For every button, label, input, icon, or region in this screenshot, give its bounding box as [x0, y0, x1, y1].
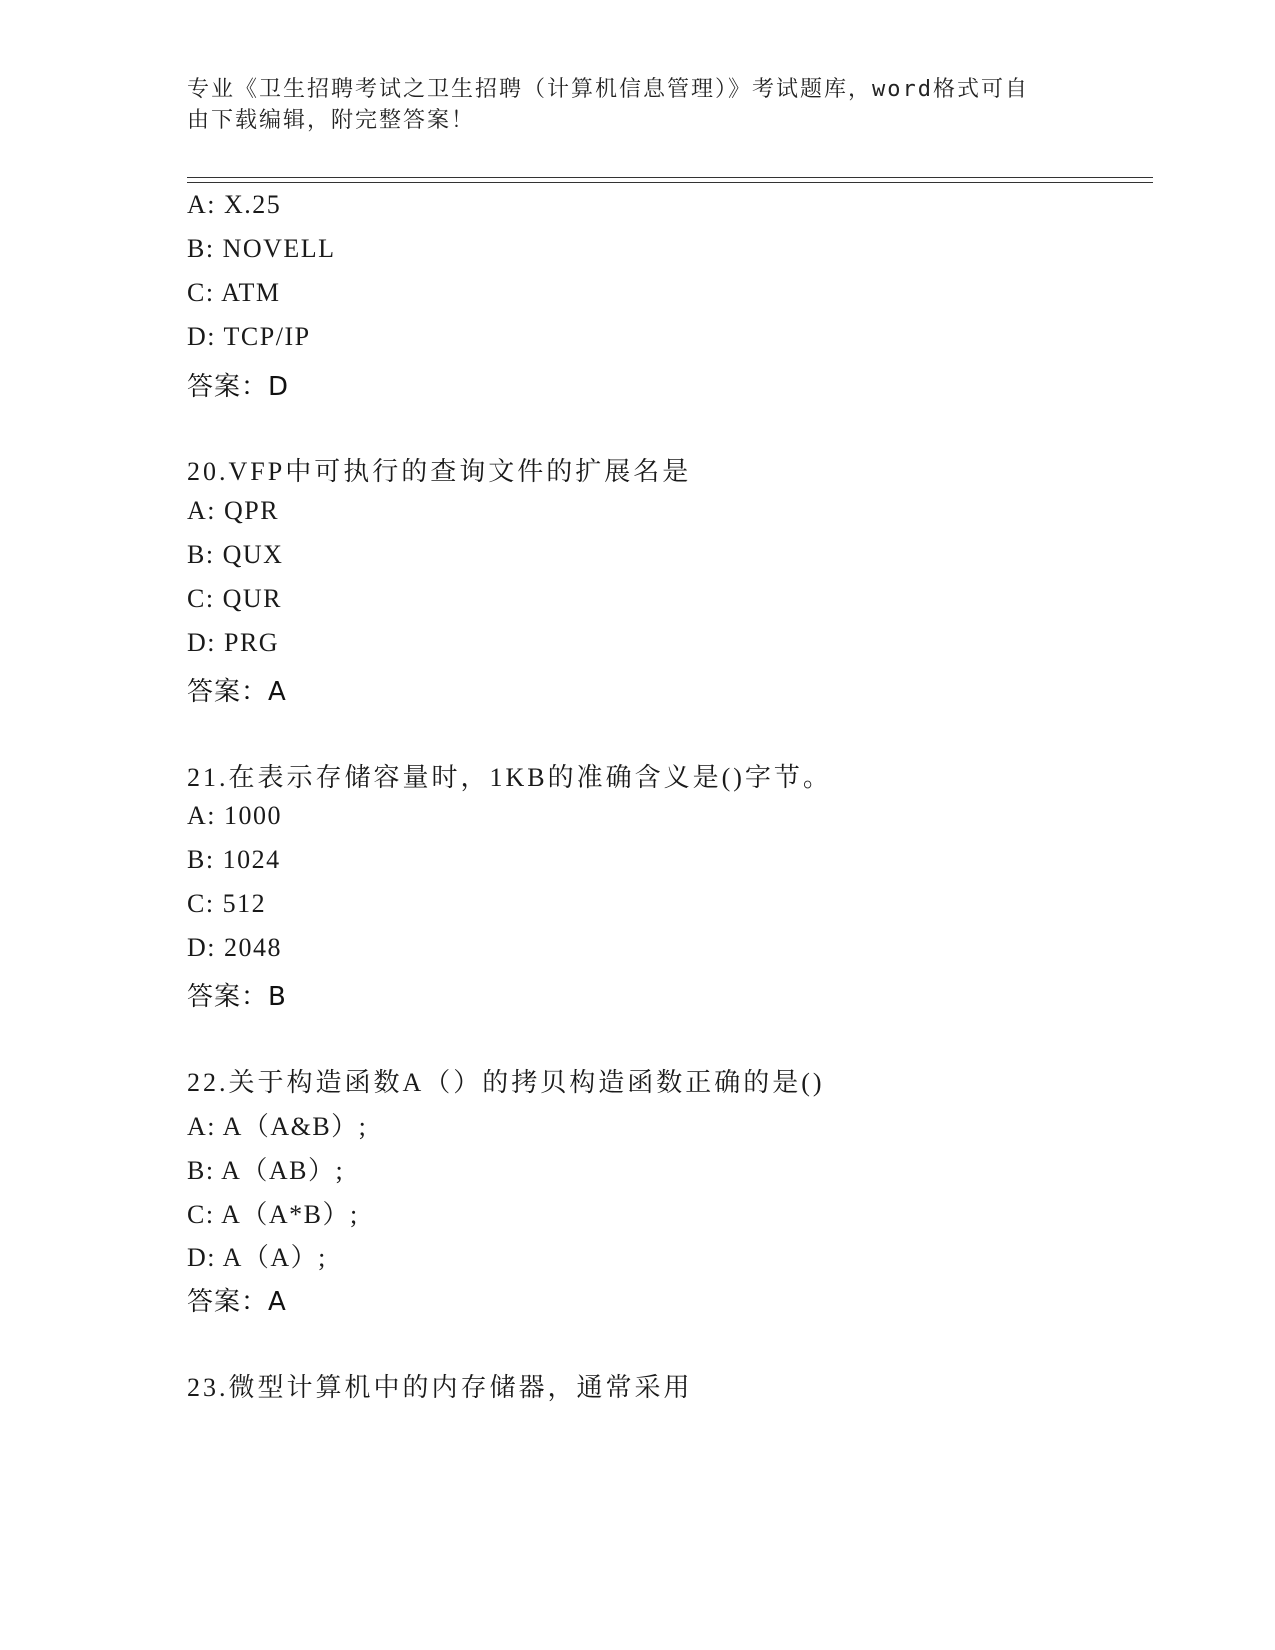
- question-21: 21.在表示存储容量时，1KB的准确含义是()字节。: [187, 763, 832, 792]
- option-a: A: QPR: [187, 496, 280, 525]
- answer-line: 答案：A: [187, 1287, 287, 1317]
- option-d: D: TCP/IP: [187, 322, 311, 351]
- option-c: C: A（A*B）;: [187, 1200, 359, 1229]
- option-c: C: QUR: [187, 584, 282, 613]
- question-22: 22.关于构造函数A（）的拷贝构造函数正确的是(): [187, 1068, 825, 1097]
- header-divider-bottom: [187, 182, 1153, 183]
- header-line-2: 由下载编辑，附完整答案！: [187, 108, 476, 133]
- option-b: B: NOVELL: [187, 234, 336, 263]
- document-header: [187, 74, 1067, 136]
- option-a: A: 1000: [187, 801, 282, 830]
- answer-line: 答案：D: [187, 372, 290, 402]
- answer-line: 答案：B: [187, 982, 287, 1012]
- question-20: 20.VFP中可执行的查询文件的扩展名是: [187, 457, 692, 486]
- option-d: D: 2048: [187, 933, 282, 962]
- option-b: B: 1024: [187, 845, 281, 874]
- question-23: 23.微型计算机中的内存储器，通常采用: [187, 1373, 693, 1402]
- header-line-1: 专业《卫生招聘考试之卫生招聘（计算机信息管理）》考试题库，word格式可自: [187, 77, 1029, 102]
- option-b: B: A（AB）;: [187, 1156, 345, 1185]
- header-divider-top: [187, 177, 1153, 178]
- option-d: D: PRG: [187, 628, 280, 657]
- option-c: C: ATM: [187, 278, 281, 307]
- option-c: C: 512: [187, 889, 267, 918]
- option-a: A: X.25: [187, 190, 282, 219]
- answer-line: 答案：A: [187, 677, 287, 707]
- option-a: A: A（A&B）;: [187, 1112, 368, 1141]
- option-b: B: QUX: [187, 540, 284, 569]
- option-d: D: A（A）;: [187, 1243, 327, 1272]
